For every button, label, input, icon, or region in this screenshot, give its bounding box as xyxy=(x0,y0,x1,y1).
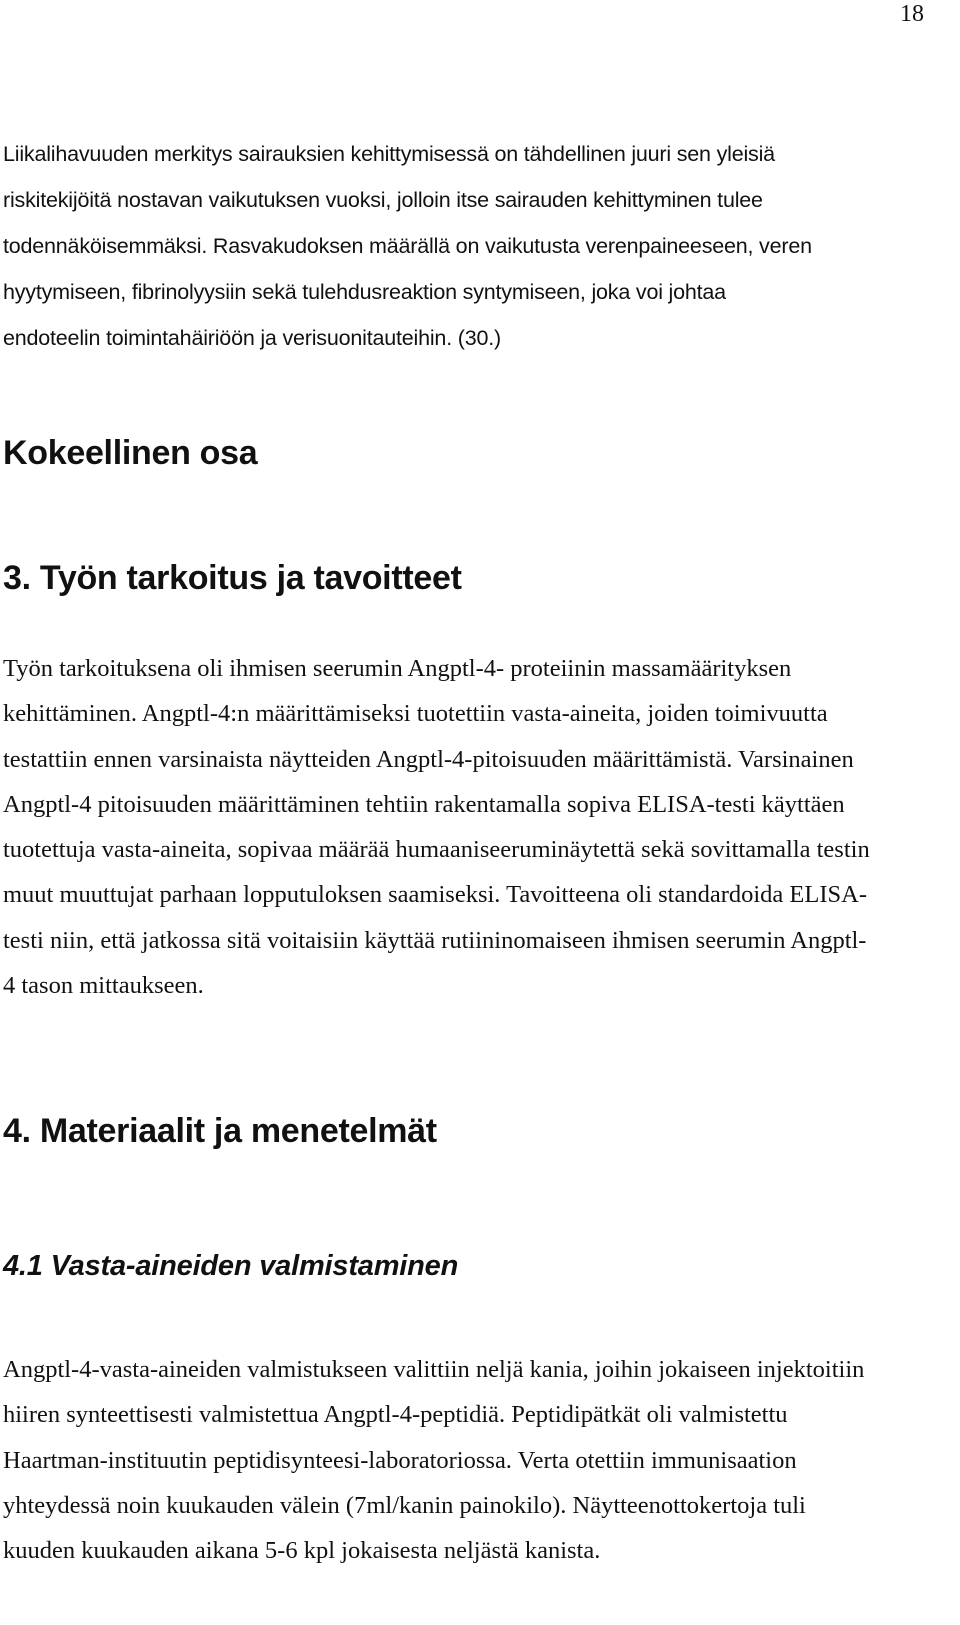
paragraph-line: kehittäminen. Angptl-4:n määrittämiseksi tuotettiin vasta-aineita, joiden toimivuutta xyxy=(3,700,828,728)
paragraph-line: todennäköisemmäksi. Rasvakudoksen määrällä on vaikutusta verenpaineeseen, veren xyxy=(3,234,812,258)
paragraph-line: testattiin ennen varsinaista näytteiden Angptl-4-pitoisuuden määrittämistä. Varsinainen xyxy=(3,745,854,773)
paragraph-line: Angptl-4-vasta-aineiden valmistukseen valittiin neljä kania, joihin jokaiseen injektoitiin xyxy=(3,1356,865,1383)
chapter-3-paragraph xyxy=(3,646,933,1008)
page-number: 18 xyxy=(900,1,924,27)
intro-paragraph xyxy=(3,131,933,361)
paragraph-line: Työn tarkoituksena oli ihmisen seerumin Angptl-4- proteiinin massamäärityksen xyxy=(3,655,792,682)
paragraph-line: tuotettuja vasta-aineita, sopivaa määrää humaaniseeruminäytettä sekä sovittamalla testin xyxy=(3,836,870,864)
section-4-1-paragraph xyxy=(3,1347,933,1573)
paragraph-line: hiiren synteettisesti valmistettua Angptl-4-peptidiä. Peptidipätkät oli valmistettu xyxy=(3,1401,788,1429)
paragraph-line: muut muuttujat parhaan lopputuloksen saamiseksi. Tavoitteena oli standardoida ELISA- xyxy=(3,881,867,909)
paragraph-line: yhteydessä noin kuukauden välein (7ml/kanin painokilo). Näytteenottokertoja tuli xyxy=(3,1491,806,1519)
paragraph-line: hyytymiseen, fibrinolyysiin sekä tulehdusreaktion syntymiseen, joka voi johtaa xyxy=(3,280,726,304)
chapter-3-heading: 3. Työn tarkoitus ja tavoitteet xyxy=(3,559,462,597)
section-4-1-heading: 4.1 Vasta-aineiden valmistaminen xyxy=(3,1250,459,1282)
paragraph-line: testi niin, että jatkossa sitä voitaisiin käyttää rutiininomaiseen ihmisen seerumin Angptl- xyxy=(3,926,867,954)
paragraph-line: kuuden kuukauden aikana 5-6 kpl jokaisesta neljästä kanista. xyxy=(3,1537,601,1565)
part-heading: Kokeellinen osa xyxy=(3,434,258,472)
paragraph-line: Haartman-instituutin peptidisynteesi-laboratoriossa. Verta otettiin immunisaation xyxy=(3,1446,797,1474)
paragraph-line: Angptl-4 pitoisuuden määrittäminen tehtiin rakentamalla sopiva ELISA-testi käyttäen xyxy=(3,790,845,818)
paragraph-line: endoteelin toimintahäiriöön ja verisuonitauteihin. (30.) xyxy=(3,326,501,350)
paragraph-line: riskitekijöitä nostavan vaikutuksen vuoksi, jolloin itse sairauden kehittyminen tulee xyxy=(3,188,763,212)
paragraph-line: 4 tason mittaukseen. xyxy=(3,972,204,1000)
chapter-4-heading: 4. Materiaalit ja menetelmät xyxy=(3,1112,437,1150)
paragraph-line: Liikalihavuuden merkitys sairauksien kehittymisessä on tähdellinen juuri sen yleisiä xyxy=(3,142,775,166)
